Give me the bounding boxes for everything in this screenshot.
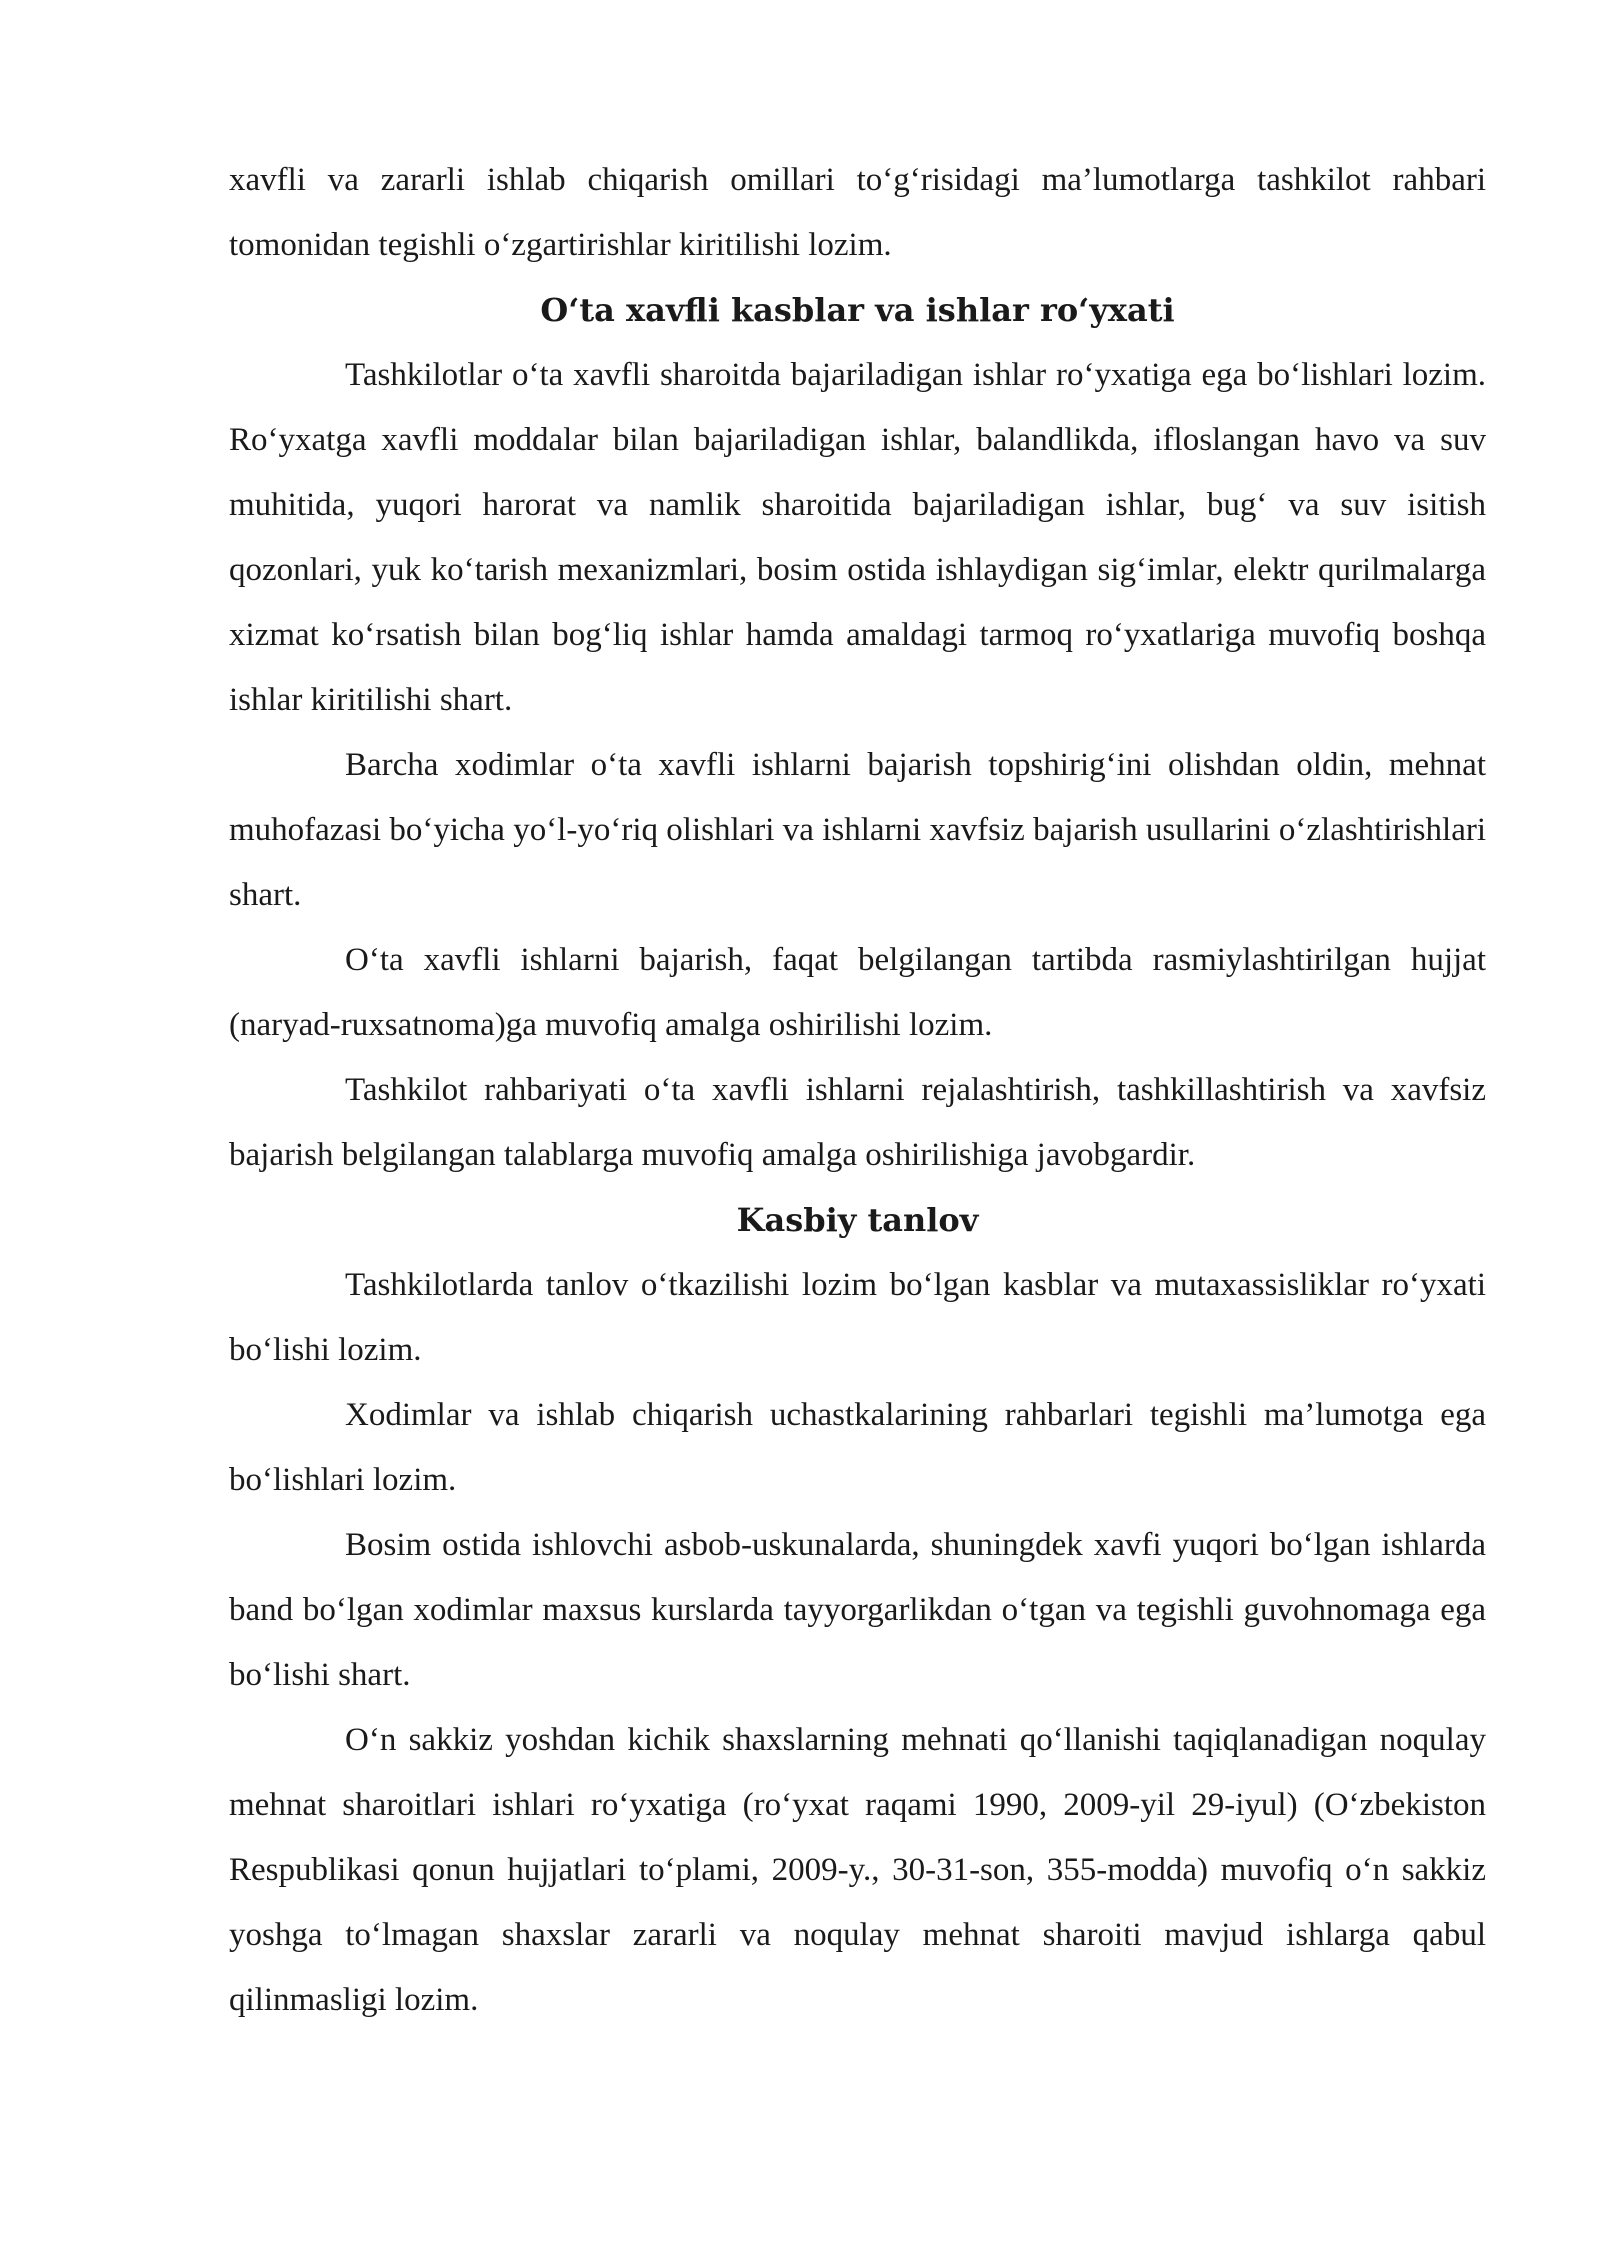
section-heading-hazardous-jobs: O‘ta xavfli kasblar va ishlar ro‘yxati — [540, 291, 1175, 329]
paragraph-managers-education: Xodimlar va ishlab chiqarish uchastkalarining rahbarlari tegishli ma’lumotga ega bo‘lishlari lozim. — [229, 1397, 1486, 1498]
paragraph-selection-list: Tashkilotlarda tanlov o‘tkazilishi lozim bo‘lgan kasblar va mutaxassisliklar ro‘yxati bo‘lishi lozim. — [229, 1267, 1486, 1368]
paragraph-continuation: xavfli va zararli ishlab chiqarish omillari to‘g‘risidagi ma’lumotlarga tashkilot rahbari tomonidan tegishli o‘zgartirishlar kiritilishi lozim. — [229, 162, 1486, 263]
section-heading-professional-selection: Kasbiy tanlov — [736, 1201, 979, 1239]
paragraph-management-responsibility: Tashkilot rahbariyati o‘ta xavfli ishlarni rejalashtirish, tashkillashtirish va xavfsiz bajarish belgilangan talablarga muvofiq amalga oshirilishiga javobgardir. — [229, 1072, 1486, 1173]
paragraph-minors-restriction: O‘n sakkiz yoshdan kichik shaxslarning mehnati qo‘llanishi taqiqlanadigan noqulay mehnat sharoitlari ishlari ro‘yxatiga (ro‘yxat raqami 1990, 2009-yil 29-iyul) (O‘zbekiston Respublikasi qonun hujjatlari to‘plami, 2009-y., 30-31-son, 355-modda) muvofiq o‘n sakkiz yoshga to‘lmagan shaxslar zararli va noqulay mehnat sharoiti mavjud ishlarga qabul qilinmasligi lozim. — [229, 1722, 1486, 2018]
paragraph-staff-instruction: Barcha xodimlar o‘ta xavfli ishlarni bajarish topshirig‘ini olishdan oldin, mehnat muhofazasi bo‘yicha yo‘l-yo‘riq olishlari va ishlarni xavfsiz bajarish usullarini o‘zlashtirishlari shart. — [229, 747, 1486, 913]
paragraph-work-permit: O‘ta xavfli ishlarni bajarish, faqat belgilangan tartibda rasmiylashtirilgan hujjat (naryad-ruxsatnoma)ga muvofiq amalga oshirilishi lozim. — [229, 942, 1486, 1043]
paragraph-hazardous-jobs-list: Tashkilotlar o‘ta xavfli sharoitda bajariladigan ishlar ro‘yxatiga ega bo‘lishlari lozim. Ro‘yxatga xavfli moddalar bilan bajariladigan ishlar, balandlikda, ifloslangan havo va suv muhitida, yuqori harorat va namlik sharoitida bajariladigan ishlar, bug‘ va suv isitish qozonlari, yuk ko‘tarish mexanizmlari, bosim ostida ishlaydigan sig‘imlar, elektr qurilmalarga xizmat ko‘rsatish bilan bog‘liq ishlar hamda amaldagi tarmoq ro‘yxatlariga muvofiq boshqa ishlar kiritilishi shart. — [229, 357, 1486, 718]
document-page — [229, 148, 1486, 2033]
paragraph-pressure-equipment: Bosim ostida ishlovchi asbob-uskunalarda, shuningdek xavfi yuqori bo‘lgan ishlarda band bo‘lgan xodimlar maxsus kurslarda tayyorgarlikdan o‘tgan va tegishli guvohnomaga ega bo‘lishi shart. — [229, 1527, 1486, 1693]
